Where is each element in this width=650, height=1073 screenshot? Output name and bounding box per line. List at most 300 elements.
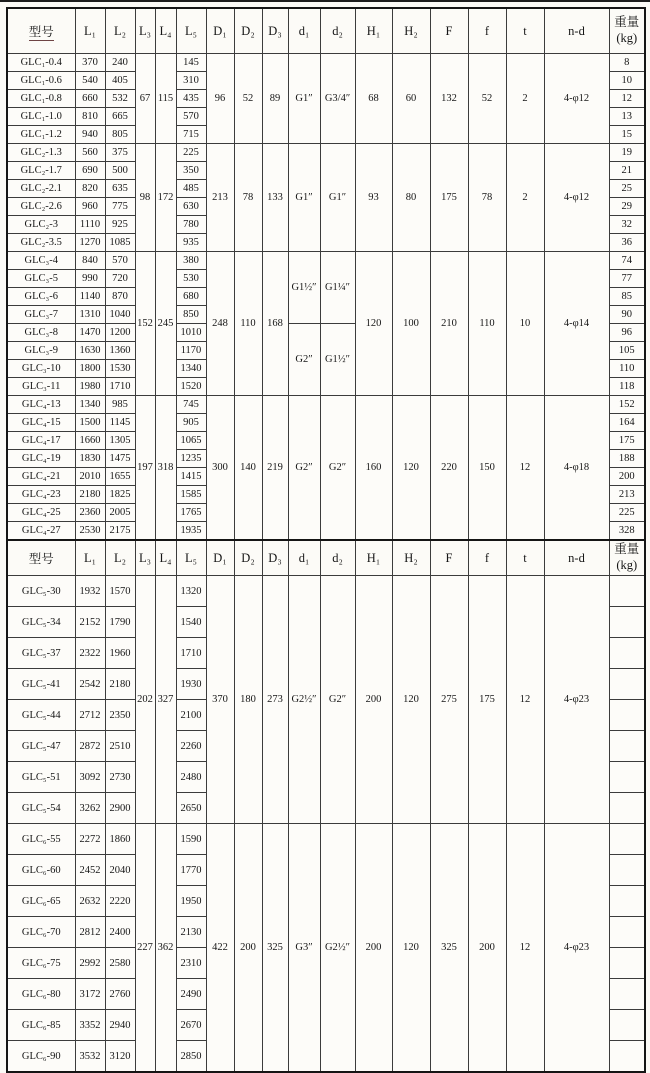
h1-cell: 200 — [355, 576, 392, 824]
model-cell: GLC₃-10 — [7, 360, 75, 378]
l5-cell: 530 — [176, 270, 206, 288]
l5-cell: 745 — [176, 396, 206, 414]
l5-cell: 570 — [176, 108, 206, 126]
l2-cell: 2580 — [105, 948, 135, 979]
table-row — [7, 824, 645, 855]
l3-cell: 202 — [135, 576, 155, 824]
l2-cell: 532 — [105, 90, 135, 108]
model-cell: GLC₄-27 — [7, 522, 75, 541]
F-cell: 220 — [430, 396, 468, 541]
l2-cell: 925 — [105, 216, 135, 234]
h2-cell: 60 — [392, 54, 430, 144]
weight-cell — [609, 576, 645, 607]
model-cell: GLC₅-51 — [7, 762, 75, 793]
dia1-cell: 422 — [206, 824, 234, 1073]
model-cell: GLC₂-2.1 — [7, 180, 75, 198]
weight-cell — [609, 669, 645, 700]
l5-cell: 435 — [176, 90, 206, 108]
model-cell: GLC₆-60 — [7, 855, 75, 886]
weight-cell: 110 — [609, 360, 645, 378]
model-cell: GLC₃-8 — [7, 324, 75, 342]
model-cell: GLC₁-0.4 — [7, 54, 75, 72]
header-t: t — [506, 540, 544, 576]
l5-cell: 1765 — [176, 504, 206, 522]
model-cell: GLC₄-19 — [7, 450, 75, 468]
weight-cell — [609, 917, 645, 948]
l5-cell: 1520 — [176, 378, 206, 396]
F-cell: 210 — [430, 252, 468, 396]
thread2-cell: G2½″ — [320, 824, 355, 1073]
model-cell: GLC₄-15 — [7, 414, 75, 432]
l4-cell: 327 — [155, 576, 176, 824]
weight-cell: 152 — [609, 396, 645, 414]
l1-cell: 2812 — [75, 917, 105, 948]
l1-cell: 1310 — [75, 306, 105, 324]
l2-cell: 775 — [105, 198, 135, 216]
l2-cell: 3120 — [105, 1041, 135, 1073]
l5-cell: 2650 — [176, 793, 206, 824]
header-thread2: d₂ — [320, 8, 355, 54]
l5-cell: 630 — [176, 198, 206, 216]
weight-cell: 77 — [609, 270, 645, 288]
l1-cell: 1830 — [75, 450, 105, 468]
l1-cell: 2632 — [75, 886, 105, 917]
h1-cell: 120 — [355, 252, 392, 396]
header-h2: H₂ — [392, 8, 430, 54]
l1-cell: 820 — [75, 180, 105, 198]
l3-cell: 227 — [135, 824, 155, 1073]
weight-cell: 29 — [609, 198, 645, 216]
l1-cell: 560 — [75, 144, 105, 162]
l2-cell: 2350 — [105, 700, 135, 731]
header-t: t — [506, 8, 544, 54]
f-cell: 150 — [468, 396, 506, 541]
l2-cell: 1200 — [105, 324, 135, 342]
header-l4: L₄ — [155, 540, 176, 576]
l5-cell: 1770 — [176, 855, 206, 886]
model-cell: GLC₆-85 — [7, 1010, 75, 1041]
l4-cell: 318 — [155, 396, 176, 541]
l1-cell: 1800 — [75, 360, 105, 378]
l5-cell: 2480 — [176, 762, 206, 793]
l5-cell: 380 — [176, 252, 206, 270]
dia2-cell: 140 — [234, 396, 262, 541]
weight-cell: 188 — [609, 450, 645, 468]
h2-cell: 80 — [392, 144, 430, 252]
header-dia1: D₁ — [206, 8, 234, 54]
l1-cell: 1500 — [75, 414, 105, 432]
weight-cell — [609, 638, 645, 669]
l5-cell: 225 — [176, 144, 206, 162]
l1-cell: 1980 — [75, 378, 105, 396]
glc-spec-table — [6, 7, 646, 1073]
l5-cell: 2850 — [176, 1041, 206, 1073]
thread2-cell: G2″ — [320, 396, 355, 541]
header-dia3: D₃ — [262, 540, 288, 576]
l1-cell: 3262 — [75, 793, 105, 824]
l1-cell: 2360 — [75, 504, 105, 522]
dia2-cell: 78 — [234, 144, 262, 252]
F-cell: 275 — [430, 576, 468, 824]
thread2-cell: G2″ — [320, 576, 355, 824]
l2-cell: 2175 — [105, 522, 135, 541]
model-cell: GLC₆-70 — [7, 917, 75, 948]
l5-cell: 1930 — [176, 669, 206, 700]
weight-cell: 105 — [609, 342, 645, 360]
thread1-cell: G1″ — [288, 54, 320, 144]
weight-cell: 225 — [609, 504, 645, 522]
l2-cell: 2005 — [105, 504, 135, 522]
model-cell: GLC₃-4 — [7, 252, 75, 270]
l2-cell: 2510 — [105, 731, 135, 762]
l1-cell: 1110 — [75, 216, 105, 234]
model-cell: GLC₄-23 — [7, 486, 75, 504]
thread1-cell: G3″ — [288, 824, 320, 1073]
l5-cell: 680 — [176, 288, 206, 306]
model-cell: GLC₆-55 — [7, 824, 75, 855]
h2-cell: 120 — [392, 576, 430, 824]
dia2-cell: 110 — [234, 252, 262, 396]
l1-cell: 990 — [75, 270, 105, 288]
l2-cell: 1960 — [105, 638, 135, 669]
thread2-cell: G1¼″ — [320, 252, 355, 324]
l1-cell: 3092 — [75, 762, 105, 793]
header-l1: L₁ — [75, 8, 105, 54]
l5-cell: 2490 — [176, 979, 206, 1010]
page-top-rule — [0, 0, 650, 2]
l2-cell: 2730 — [105, 762, 135, 793]
model-cell: GLC₁-0.6 — [7, 72, 75, 90]
l2-cell: 570 — [105, 252, 135, 270]
table-row — [7, 54, 645, 72]
l5-cell: 1540 — [176, 607, 206, 638]
h1-cell: 160 — [355, 396, 392, 541]
l1-cell: 2180 — [75, 486, 105, 504]
model-cell: GLC₅-41 — [7, 669, 75, 700]
l1-cell: 2272 — [75, 824, 105, 855]
nd-cell: 4-φ14 — [544, 252, 609, 396]
header-l1: L₁ — [75, 540, 105, 576]
model-cell: GLC₃-9 — [7, 342, 75, 360]
header-weight — [609, 540, 645, 576]
header-model — [7, 8, 75, 54]
l2-cell: 2940 — [105, 1010, 135, 1041]
l2-cell: 1530 — [105, 360, 135, 378]
header-weight-label: 重量 — [614, 542, 640, 557]
l5-cell: 145 — [176, 54, 206, 72]
l2-cell: 1360 — [105, 342, 135, 360]
model-cell: GLC₅-44 — [7, 700, 75, 731]
dia1-cell: 213 — [206, 144, 234, 252]
l5-cell: 350 — [176, 162, 206, 180]
model-cell: GLC₅-34 — [7, 607, 75, 638]
l4-cell: 115 — [155, 54, 176, 144]
header-l2: L₂ — [105, 540, 135, 576]
l1-cell: 2452 — [75, 855, 105, 886]
thread2-cell: G1½″ — [320, 324, 355, 396]
model-cell: GLC₅-37 — [7, 638, 75, 669]
weight-cell: 118 — [609, 378, 645, 396]
table-row — [7, 252, 645, 270]
l2-cell: 985 — [105, 396, 135, 414]
l2-cell: 635 — [105, 180, 135, 198]
l2-cell: 1305 — [105, 432, 135, 450]
header-l5: L₅ — [176, 8, 206, 54]
h2-cell: 120 — [392, 824, 430, 1073]
l1-cell: 1340 — [75, 396, 105, 414]
header-dia3: D₃ — [262, 8, 288, 54]
thread1-cell: G2″ — [288, 396, 320, 541]
l2-cell: 1655 — [105, 468, 135, 486]
thread1-cell: G2½″ — [288, 576, 320, 824]
l1-cell: 2712 — [75, 700, 105, 731]
weight-cell: 90 — [609, 306, 645, 324]
l1-cell: 1140 — [75, 288, 105, 306]
weight-cell: 96 — [609, 324, 645, 342]
weight-cell: 164 — [609, 414, 645, 432]
weight-cell: 8 — [609, 54, 645, 72]
f-cell: 110 — [468, 252, 506, 396]
header-thread1: d₁ — [288, 8, 320, 54]
l2-cell: 1860 — [105, 824, 135, 855]
nd-cell: 4-φ12 — [544, 144, 609, 252]
l3-cell: 152 — [135, 252, 155, 396]
l1-cell: 2542 — [75, 669, 105, 700]
l1-cell: 2872 — [75, 731, 105, 762]
header-dia2: D₂ — [234, 8, 262, 54]
model-cell: GLC₂-1.7 — [7, 162, 75, 180]
nd-cell: 4-φ18 — [544, 396, 609, 541]
model-cell: GLC₅-54 — [7, 793, 75, 824]
weight-cell — [609, 793, 645, 824]
header-nd: n-d — [544, 8, 609, 54]
h1-cell: 68 — [355, 54, 392, 144]
l2-cell: 1475 — [105, 450, 135, 468]
l1-cell: 1630 — [75, 342, 105, 360]
l1-cell: 3532 — [75, 1041, 105, 1073]
l5-cell: 1710 — [176, 638, 206, 669]
header-thread2: d₂ — [320, 540, 355, 576]
l5-cell: 1320 — [176, 576, 206, 607]
dia1-cell: 370 — [206, 576, 234, 824]
l3-cell: 67 — [135, 54, 155, 144]
l5-cell: 905 — [176, 414, 206, 432]
model-cell: GLC₃-11 — [7, 378, 75, 396]
t-cell: 12 — [506, 396, 544, 541]
weight-cell: 21 — [609, 162, 645, 180]
model-cell: GLC₆-65 — [7, 886, 75, 917]
l2-cell: 1570 — [105, 576, 135, 607]
model-cell: GLC₄-13 — [7, 396, 75, 414]
model-cell: GLC₂-3.5 — [7, 234, 75, 252]
weight-cell: 200 — [609, 468, 645, 486]
l2-cell: 2040 — [105, 855, 135, 886]
l5-cell: 935 — [176, 234, 206, 252]
l3-cell: 98 — [135, 144, 155, 252]
F-cell: 132 — [430, 54, 468, 144]
l2-cell: 1825 — [105, 486, 135, 504]
weight-cell — [609, 886, 645, 917]
l2-cell: 805 — [105, 126, 135, 144]
t-cell: 12 — [506, 576, 544, 824]
t-cell: 2 — [506, 54, 544, 144]
l1-cell: 1660 — [75, 432, 105, 450]
l5-cell: 1590 — [176, 824, 206, 855]
header-weight-unit: (kg) — [616, 31, 638, 45]
model-cell: GLC₄-17 — [7, 432, 75, 450]
header-h2: H₂ — [392, 540, 430, 576]
table-row — [7, 144, 645, 162]
l2-cell: 720 — [105, 270, 135, 288]
weight-cell — [609, 824, 645, 855]
header-dia1: D₁ — [206, 540, 234, 576]
l1-cell: 940 — [75, 126, 105, 144]
header-model: 型号 — [7, 540, 75, 576]
weight-cell: 85 — [609, 288, 645, 306]
l1-cell: 2010 — [75, 468, 105, 486]
header-weight — [609, 8, 645, 54]
header-l2: L₂ — [105, 8, 135, 54]
l5-cell: 2260 — [176, 731, 206, 762]
header-f: f — [468, 540, 506, 576]
weight-cell: 10 — [609, 72, 645, 90]
header-l3: L₃ — [135, 540, 155, 576]
dia3-cell: 325 — [262, 824, 288, 1073]
header-F: F — [430, 8, 468, 54]
weight-cell — [609, 1010, 645, 1041]
header-h1: H₁ — [355, 8, 392, 54]
l1-cell: 840 — [75, 252, 105, 270]
thread2-cell: G3/4″ — [320, 54, 355, 144]
h2-cell: 120 — [392, 396, 430, 541]
l1-cell: 3352 — [75, 1010, 105, 1041]
model-cell: GLC₆-75 — [7, 948, 75, 979]
l1-cell: 810 — [75, 108, 105, 126]
l4-cell: 362 — [155, 824, 176, 1073]
l1-cell: 660 — [75, 90, 105, 108]
header-row-top — [7, 8, 645, 54]
l1-cell: 1470 — [75, 324, 105, 342]
dia2-cell: 180 — [234, 576, 262, 824]
model-cell: GLC₃-5 — [7, 270, 75, 288]
l4-cell: 245 — [155, 252, 176, 396]
l1-cell: 2530 — [75, 522, 105, 541]
l1-cell: 2992 — [75, 948, 105, 979]
l5-cell: 780 — [176, 216, 206, 234]
l5-cell: 1585 — [176, 486, 206, 504]
l2-cell: 1145 — [105, 414, 135, 432]
nd-cell: 4-φ23 — [544, 824, 609, 1073]
l2-cell: 2400 — [105, 917, 135, 948]
l5-cell: 310 — [176, 72, 206, 90]
header-h1: H₁ — [355, 540, 392, 576]
model-cell: GLC₆-90 — [7, 1041, 75, 1073]
l1-cell: 960 — [75, 198, 105, 216]
l1-cell: 1932 — [75, 576, 105, 607]
l5-cell: 2670 — [176, 1010, 206, 1041]
thread1-cell: G2″ — [288, 324, 320, 396]
l5-cell: 1010 — [176, 324, 206, 342]
l2-cell: 1790 — [105, 607, 135, 638]
model-cell: GLC₂-3 — [7, 216, 75, 234]
l1-cell: 2152 — [75, 607, 105, 638]
header-model-label: 型号 — [28, 25, 54, 39]
l2-cell: 665 — [105, 108, 135, 126]
l1-cell: 370 — [75, 54, 105, 72]
l1-cell: 2322 — [75, 638, 105, 669]
l4-cell: 172 — [155, 144, 176, 252]
l5-cell: 1235 — [176, 450, 206, 468]
nd-cell: 4-φ23 — [544, 576, 609, 824]
weight-cell — [609, 1041, 645, 1073]
header-l3: L₃ — [135, 8, 155, 54]
l5-cell: 1935 — [176, 522, 206, 541]
weight-cell: 328 — [609, 522, 645, 541]
l2-cell: 2760 — [105, 979, 135, 1010]
l2-cell: 2900 — [105, 793, 135, 824]
weight-cell: 36 — [609, 234, 645, 252]
l5-cell: 1170 — [176, 342, 206, 360]
thread2-cell: G1″ — [320, 144, 355, 252]
F-cell: 175 — [430, 144, 468, 252]
weight-cell: 12 — [609, 90, 645, 108]
t-cell: 2 — [506, 144, 544, 252]
dia1-cell: 300 — [206, 396, 234, 541]
f-cell: 78 — [468, 144, 506, 252]
weight-cell: 32 — [609, 216, 645, 234]
model-cell: GLC₃-6 — [7, 288, 75, 306]
l3-cell: 197 — [135, 396, 155, 541]
thread1-cell: G1½″ — [288, 252, 320, 324]
header-f: f — [468, 8, 506, 54]
l2-cell: 240 — [105, 54, 135, 72]
dia1-cell: 248 — [206, 252, 234, 396]
l2-cell: 2220 — [105, 886, 135, 917]
t-cell: 12 — [506, 824, 544, 1073]
header-thread1: d₁ — [288, 540, 320, 576]
l5-cell: 1950 — [176, 886, 206, 917]
header-dia2: D₂ — [234, 540, 262, 576]
weight-cell — [609, 762, 645, 793]
dia3-cell: 219 — [262, 396, 288, 541]
l5-cell: 485 — [176, 180, 206, 198]
l2-cell: 1085 — [105, 234, 135, 252]
weight-cell: 19 — [609, 144, 645, 162]
weight-cell — [609, 731, 645, 762]
l2-cell: 2180 — [105, 669, 135, 700]
l1-cell: 3172 — [75, 979, 105, 1010]
f-cell: 52 — [468, 54, 506, 144]
weight-cell: 13 — [609, 108, 645, 126]
dia2-cell: 200 — [234, 824, 262, 1073]
weight-cell — [609, 979, 645, 1010]
model-cell: GLC₄-25 — [7, 504, 75, 522]
l5-cell: 850 — [176, 306, 206, 324]
weight-cell — [609, 607, 645, 638]
l5-cell: 1415 — [176, 468, 206, 486]
model-cell: GLC₂-1.3 — [7, 144, 75, 162]
F-cell: 325 — [430, 824, 468, 1073]
header-weight-unit: (kg) — [616, 558, 638, 572]
l2-cell: 375 — [105, 144, 135, 162]
weight-cell — [609, 700, 645, 731]
weight-cell: 213 — [609, 486, 645, 504]
table-row — [7, 576, 645, 607]
f-cell: 200 — [468, 824, 506, 1073]
header-row-bottom — [7, 540, 645, 576]
l1-cell: 540 — [75, 72, 105, 90]
h2-cell: 100 — [392, 252, 430, 396]
